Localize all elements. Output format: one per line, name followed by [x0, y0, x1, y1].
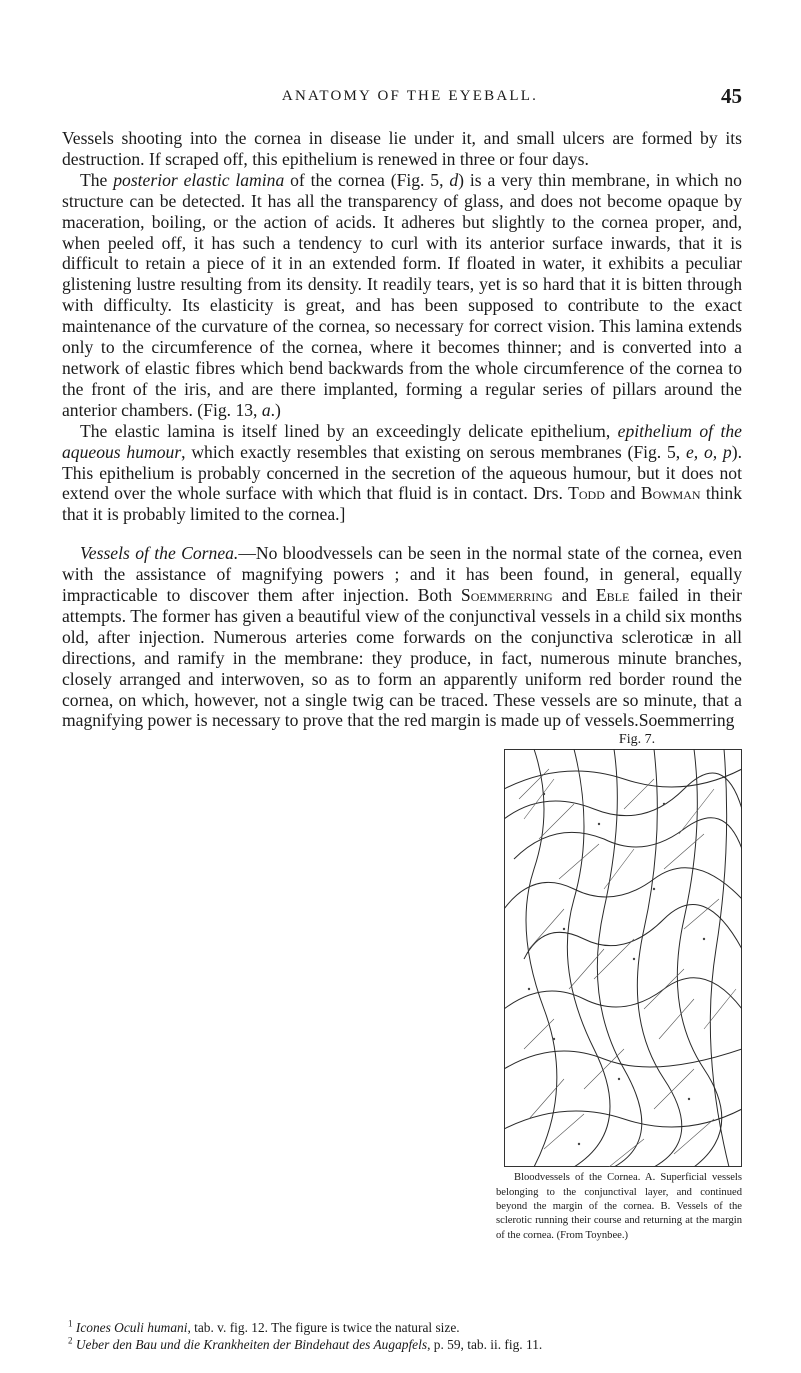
- page-number: 45: [721, 84, 742, 108]
- bloodvessels-engraving: [504, 749, 742, 1167]
- running-head: ANATOMY OF THE EYEBALL.: [281, 88, 539, 104]
- footnotes: [62, 1320, 742, 1353]
- page-header: [78, 84, 742, 114]
- figure-label: Fig. 7.: [618, 732, 656, 748]
- figure-illustration: [484, 749, 742, 1167]
- paragraph-epithelium-renewal: Vessels shooting into the cornea in disease lie under it, and small ulcers are formed by its destruction. If scraped off, this epithelium is renewed in three or four days.: [62, 128, 742, 169]
- paragraph-aqueous-epithelium: The elastic lamina is itself lined by an exceedingly delicate epithelium, epithelium of the aqueous humour, which exactly resembles that existing on serous membranes (Fig. 5, e, o, p). This epithelium is probably concerned in the secretion of the aqueous humour, but it does not extend over the whole surface with which that fluid is in contact. Drs. Todd and Bowman think that it is probably limited to the cornea.]: [62, 420, 742, 525]
- paragraph-posterior-elastic-lamina: The posterior elastic lamina of the cornea (Fig. 5, d) is a very thin membrane, in which no structure can be detected. It has all the transparency of glass, and does not become opaque by maceration, boiling, or the action of acids. It adheres but slightly to the cornea proper, and, when peeled off, it has such a tendency to curl with its anterior surface inwards, that it is difficult to retain a piece of it in an extended form. If floated in water, it exhibits a peculiar glistening lustre resulting from its density. It readily tears, yet is so hard that it is bitten through with difficulty. Its elasticity is great, and has been supposed to contribute to the exact maintenance of the curvature of the cornea, so necessary for correct vision. This lamina extends only to the circumference of the cornea, where it becomes thinner; and is converted into a network of elastic fibres which bend backwards from the whole circumference of the cornea to the front of the iris, and are there implanted, forming a regular series of pillars around the anterior chambers. (Fig. 13, a.): [62, 169, 742, 420]
- figure-caption: Bloodvessels of the Cornea. A. Superficial vessels belonging to the conjunctival layer, and continued beyond the margin of the cornea. B. Vessels of the sclerotic running their course and returning at the margin of the cornea. (From Toynbee.): [496, 1172, 742, 1241]
- body-text: [62, 128, 742, 1243]
- paragraph-vessels-of-cornea: Vessels of the Cornea.—No bloodvessels can be seen in the normal state of the cornea, even with the assistance of magnifying powers ; and it has been found, in general, equally impracticable to discover them after injection. Both Soemmerring and Eble failed in their attempts. The former has given a beautiful view of the conjunctival vessels in a child six months old, after injection. Numerous arteries come forwards on the conjunctiva scleroticæ in all directions, and ramify in the membrane: they produce, in fact, numerous minute branches, closely arranged and interwoven, so as to form an apparently uniform red border round the cornea, on which, however, not a single twig can be traced. These vessels are so minute, that a magnifying power is necessary to prove that the red margin is made up of vessels. Fig. 7. Bloodvessels of the Cornea. A. Superficial vessels belonging to the conjunctival layer, and continued beyond the margin of the cornea. B. Vessels of the sclerotic running their course and returning at the margin of the cornea. (From Toynbee.) Soemmerring: [62, 543, 742, 731]
- figure-7: [484, 731, 742, 1242]
- footnote-2: $^2$ Ueber den Bau und die Krankheiten der Bindehaut des Augapfels, p. 59, tab. ii. fig. 11.: [68, 1335, 543, 1352]
- footnote-1: $^1$ Icones Oculi humani, tab. v. fig. 12. The figure is twice the natural size.: [68, 1318, 460, 1335]
